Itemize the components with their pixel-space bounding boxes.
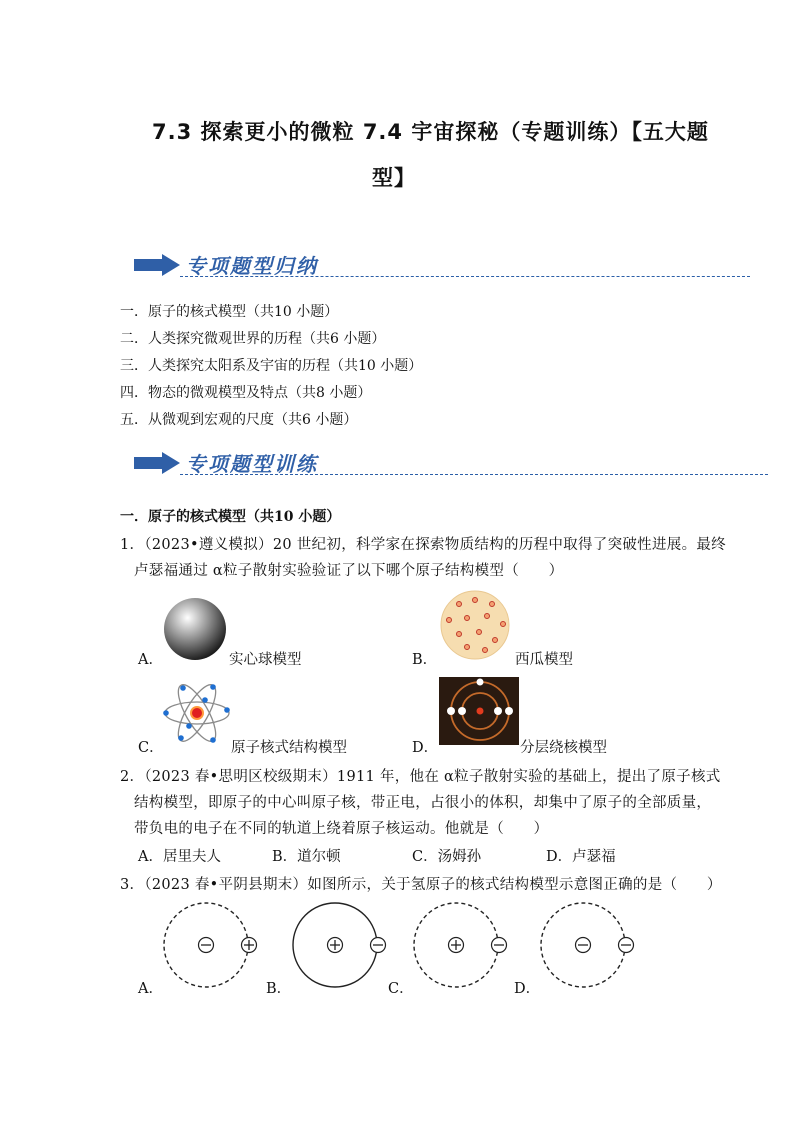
q1-option-b-text: 西瓜模型 xyxy=(515,652,573,668)
summary-item-3: 三．人类探究太阳系及宇宙的历程（共10 小题） xyxy=(120,358,423,374)
arrow-right-icon xyxy=(134,254,180,276)
hydrogen-model-diagram-d xyxy=(537,899,641,991)
q3-option-b[interactable]: B． xyxy=(266,981,292,997)
q1-option-d-text: 分层绕核模型 xyxy=(520,740,607,756)
nuclear-atom-model-image xyxy=(161,680,233,746)
hydrogen-model-diagram-c xyxy=(410,899,514,991)
q2-text-line3: 带负电的电子在不同的轨道上绕着原子核运动。他就是（ ） xyxy=(134,821,549,837)
section-divider xyxy=(180,474,768,475)
q2-text-line2: 结构模型，即原子的中心叫原子核，带正电，占很小的体积，却集中了原子的全部质量， xyxy=(134,795,712,811)
summary-item-5: 五．从微观到宏观的尺度（共6 小题） xyxy=(120,412,358,428)
q2-option-d[interactable]: D．卢瑟福 xyxy=(546,849,616,865)
q1-option-b-letter[interactable]: B． xyxy=(412,652,438,668)
q3-option-d[interactable]: D． xyxy=(514,981,541,997)
q3-option-c[interactable]: C． xyxy=(388,981,414,997)
document-title-line1: 7.3 探索更小的微粒 7.4 宇宙探秘（专题训练）【五大题 xyxy=(152,120,709,144)
q3-option-a[interactable]: A． xyxy=(138,981,163,997)
q2-option-b[interactable]: B．道尔顿 xyxy=(272,849,341,865)
arrow-right-icon xyxy=(134,452,180,474)
q2-text-line1: 2．（2023 春•思明区校级期末）1911 年，他在 α粒子散射实验的基础上，提出了原子核式 xyxy=(120,769,721,785)
q1-text-line2: 卢瑟福通过 α粒子散射实验验证了以下哪个原子结构模型（ ） xyxy=(134,563,564,579)
section-divider xyxy=(180,276,750,277)
section-heading-training: 专项题型训练 xyxy=(186,452,318,476)
hydrogen-model-diagram-a xyxy=(160,899,260,991)
subsection-heading: 一．原子的核式模型（共10 小题） xyxy=(120,509,341,525)
q1-option-d-letter[interactable]: D． xyxy=(412,740,439,756)
q2-option-c[interactable]: C．汤姆孙 xyxy=(412,849,482,865)
q1-option-c-text: 原子核式结构模型 xyxy=(231,740,347,756)
q2-option-a[interactable]: A．居里夫人 xyxy=(138,849,221,865)
shell-orbit-model-image xyxy=(439,677,519,745)
q1-text-line1: 1．（2023•遵义模拟）20 世纪初，科学家在探索物质结构的历程中取得了突破性进展。最终 xyxy=(120,537,726,553)
q1-option-c-letter[interactable]: C． xyxy=(138,740,164,756)
q1-option-a-letter[interactable]: A． xyxy=(138,652,163,668)
section-heading-summary: 专项题型归纳 xyxy=(186,254,318,278)
hydrogen-model-diagram-b xyxy=(287,899,391,991)
solid-sphere-model-image xyxy=(163,597,227,661)
q1-option-a-text: 实心球模型 xyxy=(229,652,302,668)
summary-item-4: 四．物态的微观模型及特点（共8 小题） xyxy=(120,385,372,401)
summary-item-1: 一．原子的核式模型（共10 小题） xyxy=(120,304,339,320)
summary-item-2: 二．人类探究微观世界的历程（共6 小题） xyxy=(120,331,386,347)
document-title-line2: 型】 xyxy=(372,166,416,190)
plum-pudding-model-image xyxy=(437,590,515,660)
q3-text-line1: 3．（2023 春•平阴县期末）如图所示，关于氢原子的核式结构模型示意图正确的是（ ） xyxy=(120,877,722,893)
